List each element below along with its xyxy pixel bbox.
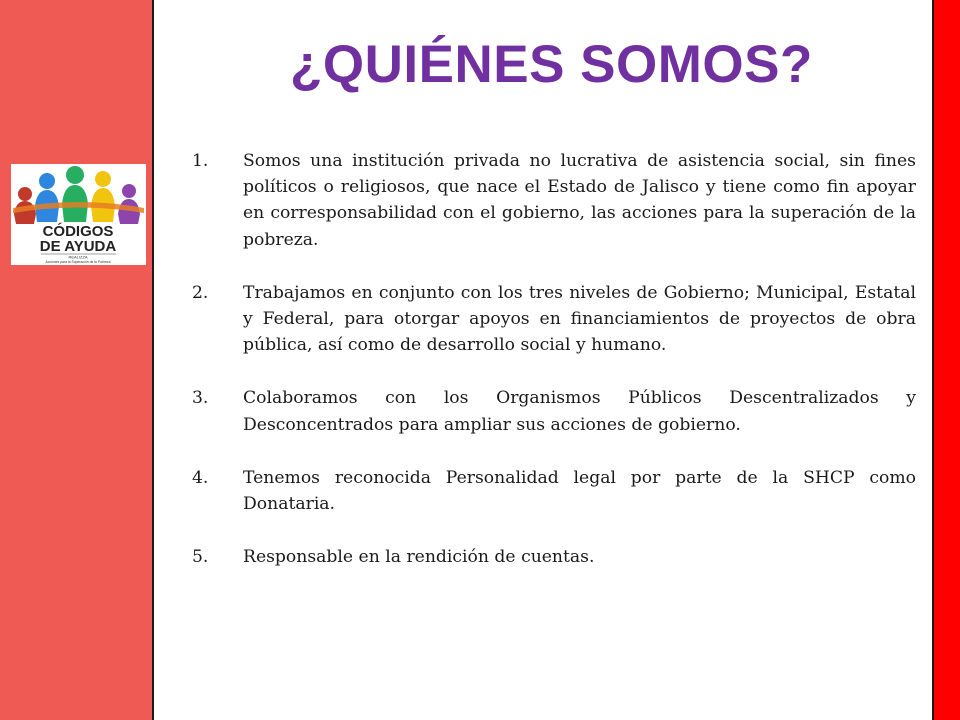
list-item-number: 3. xyxy=(192,388,209,409)
logo-line1: CÓDIGOS xyxy=(42,223,114,240)
list-item xyxy=(190,280,916,359)
logo-tagline: Acciones para la Superación de la Pobreza xyxy=(45,260,111,264)
numbered-list xyxy=(190,148,916,597)
page-title: ¿QUIÉNES SOMOS? xyxy=(290,35,813,94)
codigos-de-ayuda-logo xyxy=(11,164,146,265)
list-item-text: Tenemos reconocida Personalidad legal por parte de la SHCP como Donataria. xyxy=(243,467,916,515)
list-item xyxy=(190,148,916,253)
list-item-text: Trabajamos en conjunto con los tres niveles de Gobierno; Municipal, Estatal y Federal, para otorgar apoyos en financiamientos de proyectos de obra pública, así como de desarrollo social y humano. xyxy=(243,282,916,356)
list-item xyxy=(190,465,916,517)
list-item-number: 4. xyxy=(192,467,209,488)
list-item xyxy=(190,544,916,570)
list-item-number: 1. xyxy=(192,151,209,171)
list-item-number: 5. xyxy=(192,547,209,568)
list-item-text: Somos una institución privada no lucrativa de asistencia social, sin fines políticos o religiosos, que nace el Estado de Jalisco y tiene como fin apoyar en corresponsabilidad con el gobierno, las acciones para la superación de la pobreza. xyxy=(243,151,916,250)
list-item-text: Responsable en la rendición de cuentas. xyxy=(243,547,595,568)
logo-graphic xyxy=(11,164,146,265)
list-item xyxy=(190,385,916,437)
right-decor-band xyxy=(932,0,960,720)
logo-line2: DE AYUDA xyxy=(39,238,117,255)
logo-realiza: REALIZZA xyxy=(68,254,88,260)
list-item-number: 2. xyxy=(192,282,209,303)
people-figures-icon xyxy=(13,166,144,224)
left-decor-band xyxy=(0,0,154,720)
list-item-text: Colaboramos con los Organismos Públicos Descentralizados y Desconcentrados para ampliar sus acciones de gobierno. xyxy=(243,388,916,435)
